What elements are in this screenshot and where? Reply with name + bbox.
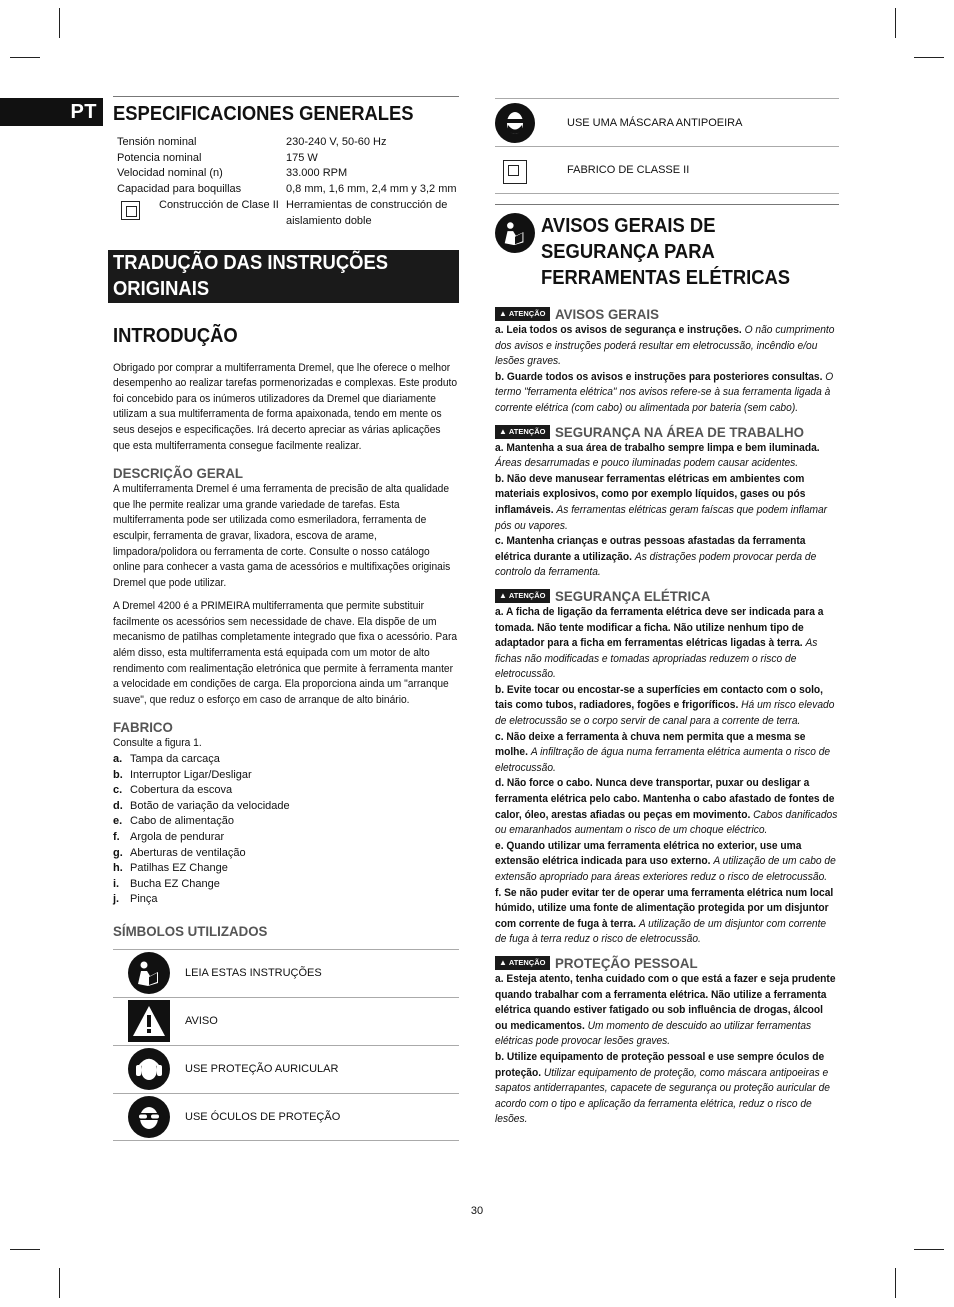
bold-text: e. Quando utilizar uma ferramenta elétrica no exterior, use uma extensão elétrica indicada para uso externo.: [495, 839, 802, 868]
paragraph: [495, 839, 837, 886]
part-letter: j.: [113, 893, 120, 906]
list-item: [113, 752, 459, 768]
part-name: Bucha EZ Change: [130, 877, 220, 890]
bold-text: f. Se não puder evitar ter de operar uma ferramenta elétrica num local húmido, utilize uma fonte de alimentação protegida por um disjuntor com corrente de fuga à terra.: [495, 886, 834, 930]
class-ii-icon: [121, 201, 140, 220]
fab-intro: Consulte a figura 1.: [113, 737, 202, 750]
warning-triangle-icon: ▲: [499, 590, 507, 600]
warning-triangle-icon: ▲: [499, 957, 507, 967]
symbol-row: [113, 949, 459, 997]
safety-title: AVISOS GERAIS DE SEGURANÇA PARA FERRAMENTAS ELÉTRICAS: [541, 215, 791, 289]
bold-text: b. Não deve manusear ferramentas elétricas em ambientes com materiais explosivos, como por exemplo líquidos, gases ou pós inflamáveis.: [495, 472, 806, 516]
part-name: Pinça: [130, 893, 158, 906]
crop-mark: [914, 1249, 944, 1250]
section-title: AVISOS GERAIS: [555, 306, 660, 322]
list-item: [113, 814, 459, 830]
atencao-label: ATENÇÃO: [508, 957, 546, 967]
desc-title: DESCRIÇÃO GERAL: [113, 465, 244, 482]
safety-section-header: [495, 204, 839, 291]
translation-banner: [108, 250, 459, 303]
spec-class-label: Construcción de Clase II: [159, 199, 279, 212]
symbol-row: [495, 146, 839, 194]
part-letter: a.: [113, 753, 123, 766]
part-letter: e.: [113, 815, 123, 828]
list-item: [113, 861, 459, 877]
crop-mark: [10, 1249, 40, 1250]
crop-mark: [895, 1268, 896, 1298]
crop-mark: [59, 8, 60, 38]
italic-text: As fichas não modificadas e tomadas apropriadas reduzem o risco de eletrocussão.: [495, 637, 818, 681]
warning-triangle-icon: ▲: [499, 426, 507, 436]
bold-text: d. Não force o cabo. Nunca deve transportar, puxar ou desligar a ferramenta elétrica pelo cabo. Mantenha o cabo afastado de fontes de calor, óleo, arestas afiadas ou peças em movimento.: [495, 777, 835, 821]
spec-key: Capacidad para boquillas: [117, 182, 242, 195]
page-number: 30: [470, 1205, 484, 1217]
spec-row-class: [113, 197, 459, 229]
list-item: [113, 783, 459, 799]
symbol-label: USE UMA MÁSCARA ANTIPOEIRA: [567, 116, 743, 129]
banner-title: TRADUÇÃO DAS INSTRUÇÕES ORIGINAIS: [113, 251, 388, 300]
spec-key: Potencia nominal: [117, 151, 202, 164]
part-letter: g.: [113, 846, 123, 859]
intro-title: INTRODUÇÃO: [113, 324, 238, 347]
read-manual-icon: [495, 213, 535, 253]
atencao-label: ATENÇÃO: [508, 590, 546, 600]
part-letter: c.: [113, 784, 123, 797]
italic-text: Um momento de descuido ao utilizar ferramentas elétricas pode provocar lesões graves.: [495, 1019, 812, 1048]
list-item: [113, 892, 459, 908]
italic-text: Utilizar equipamento de proteção, como máscara antipoeiras e sapatos antiderrapantes, capacete de segurança ou proteção auricular de acordo com o tipo e aplicação da ferramenta elétrica, reduz o risco de lesões.: [495, 1066, 830, 1126]
part-name: Cabo de alimentação: [130, 815, 234, 828]
crop-mark: [914, 57, 944, 58]
part-name: Patilhas EZ Change: [130, 862, 228, 875]
desc-paragraph-1: A multiferramenta Dremel é uma ferramenta de precisão de alta qualidade que lhe permite realizar uma grande variedade de tarefas. Esta multiferramenta pode ser utilizada como esmeriladora, ferramenta de esculpir, ferramenta de gravar, lixadora, escova de arame, limpadora/polidora ou ferramenta de corte. Consulte o nosso catálogo online para conhecer a vasta gama de acessórios e multifixações originais Dremel que pode utilizar.: [113, 483, 451, 589]
symbols-title: SÍMBOLOS UTILIZADOS: [113, 922, 268, 939]
paragraph: [495, 370, 837, 417]
right-column: [495, 98, 839, 1128]
paragraph: [495, 683, 837, 730]
spec-key: Velocidad nominal (n): [117, 167, 223, 180]
italic-text: Áreas desarrumadas e pouco iluminadas podem causar acidentes.: [495, 457, 799, 470]
symbol-label: FABRICO DE CLASSE II: [567, 164, 690, 176]
italic-text: As distrações podem provocar perda de controlo da ferramenta.: [495, 550, 817, 579]
paragraph: [495, 534, 837, 581]
italic-text: As ferramentas elétricas geram faíscas que podem inflamar pós ou vapores.: [495, 503, 828, 532]
paragraph: [495, 1050, 837, 1128]
paragraph: [495, 886, 837, 948]
spec-section: [113, 96, 459, 230]
part-letter: f.: [113, 831, 120, 843]
list-item: [113, 799, 459, 815]
atencao-badge: [495, 307, 550, 321]
list-item: [113, 830, 459, 846]
spec-row: [113, 166, 459, 182]
spec-key: [113, 197, 286, 229]
dust-mask-icon: [495, 103, 535, 143]
bold-text: c. Mantenha crianças e outras pessoas afastadas da ferramenta elétrica durante a utilização.: [495, 535, 806, 563]
symbols-table-right: [495, 98, 839, 194]
spec-title: ESPECIFICACIONES GENERALES: [113, 103, 414, 125]
bold-text: c. Não deixe a ferramenta à chuva nem permita que a mesma se molhe.: [495, 730, 806, 759]
warning-triangle-icon: [128, 1000, 170, 1042]
italic-text: Cabos danificados ou emaranhados aumentam o risco de um choque eléctrico.: [495, 808, 838, 837]
italic-text: A infiltração de água numa ferramenta elétrica aumenta o risco de eletrocussão.: [495, 746, 831, 774]
warning-heading: [495, 305, 839, 323]
paragraph: [495, 776, 837, 838]
warning-heading: [495, 954, 839, 972]
spec-value: 33.000 RPM: [286, 167, 348, 180]
paragraph: [495, 441, 837, 472]
symbol-label: AVISO: [185, 1015, 218, 1028]
italic-text: Há um risco elevado de eletrocussão se o corpo servir de canal para a corrente de terra.: [495, 699, 835, 728]
warning-heading: [495, 423, 839, 441]
spec-value: 230-240 V, 50-60 Hz: [286, 136, 387, 148]
warning-heading: [495, 587, 839, 605]
parts-list: [113, 752, 459, 908]
symbol-label: USE PROTEÇÃO AURICULAR: [185, 1063, 339, 1076]
paragraph: [495, 730, 837, 777]
part-name: Botão de variação da velocidade: [130, 799, 290, 812]
intro-paragraph: Obrigado por comprar a multiferramenta Dremel, que lhe oferece o melhor desempenho ao realizar tarefas pormenorizadas e complexas. Este produto foi concebido para os inúmeros utilizadores da Dremel que diariamente utilizam a sua multiferramenta de forma apaixonada, tendo em mente os seus desejos e especificações. Irá decerto apreciar as várias aplicações que esta multiferramenta consegue facilmente realizar.: [113, 361, 458, 452]
fab-title: FABRICO: [113, 719, 173, 736]
bold-text: b. Utilize equipamento de proteção pessoal e use sempre óculos de proteção.: [495, 1050, 825, 1079]
bold-text: a. A ficha de ligação da ferramenta elétrica deve ser indicada para a tomada. Não tente modificar a ficha. Não utilize nenhum tipo de adaptador para a ficha em ferramentas elétricas ligadas à terra.: [495, 605, 824, 650]
symbols-table: [113, 949, 459, 1141]
part-letter: d.: [113, 799, 123, 812]
atencao-badge: [495, 425, 550, 439]
list-item: [113, 877, 459, 893]
part-name: Argola de pendurar: [130, 831, 225, 843]
italic-text: O termo "ferramenta elétrica" nos avisos refere-se à sua ferramenta ligada à corrente elétrica (com cabo) ou alimentada por bateria (sem cabo).: [495, 370, 834, 414]
ear-protection-icon: [128, 1048, 170, 1090]
list-item: [113, 768, 459, 784]
italic-text: A utilização de um cabo de extensão apropriado para áreas exteriores reduz o risco de eletrocussão.: [495, 855, 836, 883]
bold-text: b. Guarde todos os avisos e instruções para posteriores consultas.: [495, 370, 823, 383]
atencao-label: ATENÇÃO: [508, 309, 546, 318]
symbol-row: [495, 98, 839, 146]
spec-value: Herramientas de construcción de aislamiento doble: [286, 199, 448, 227]
atencao-badge: [495, 589, 550, 603]
section-title: SEGURANÇA ELÉTRICA: [555, 587, 711, 604]
spec-key: Tensión nominal: [117, 136, 197, 148]
spec-row: [113, 182, 459, 198]
spec-value: 175 W: [286, 151, 318, 164]
symbol-label: USE ÓCULOS DE PROTEÇÃO: [185, 1110, 341, 1123]
list-item: [113, 846, 459, 862]
symbol-row: [113, 997, 459, 1045]
symbol-row: [113, 1093, 459, 1141]
desc-paragraph-2: A Dremel 4200 é a PRIMEIRA multiferramenta que permite substituir facilmente os acessórios sem necessidade de chave. Ela dispõe de um mecanismo de patilhas completamente integrado que fixa o acessório. Para além disso, esta multiferramenta está equipada com um motor de alto rendimento com realimentação eletrónica que permite à ferramenta manter a velocidade em condições de carga. Ela proporciona ainda um "arranque suave", que reduz o esforço em caso de arranque de alto binário.: [113, 600, 458, 706]
paragraph: [495, 605, 837, 683]
bold-text: a. Mantenha a sua área de trabalho sempre limpa e bem iluminada.: [495, 441, 820, 454]
left-column: [113, 96, 459, 1141]
section-title: PROTEÇÃO PESSOAL: [555, 954, 699, 971]
italic-text: A utilização de um disjuntor com corrente de fuga à terra reduz o risco de eletrocussão.: [495, 917, 827, 946]
bold-text: a. Leia todos os avisos de segurança e instruções.: [495, 324, 742, 336]
section-title: SEGURANÇA NA ÁREA DE TRABALHO: [555, 423, 805, 440]
spec-value: 0,8 mm, 1,6 mm, 2,4 mm y 3,2 mm: [286, 182, 457, 195]
warning-triangle-icon: ▲: [499, 309, 507, 318]
crop-mark: [895, 8, 896, 38]
atencao-label: ATENÇÃO: [508, 426, 546, 436]
part-letter: b.: [113, 768, 123, 781]
crop-mark: [10, 57, 40, 58]
part-name: Cobertura da escova: [130, 784, 233, 797]
bold-text: b. Evite tocar ou encostar-se a superfícies em contacto com o solo, tais como tubos, radiadores, fogões e frigoríficos.: [495, 683, 824, 712]
part-name: Interruptor Ligar/Desligar: [130, 768, 252, 781]
symbol-row: [113, 1045, 459, 1093]
crop-mark: [59, 1268, 60, 1298]
part-letter: i.: [113, 877, 120, 890]
paragraph: [495, 472, 837, 534]
part-name: Tampa da carcaça: [130, 753, 220, 766]
read-manual-icon: [128, 952, 170, 994]
eye-protection-icon: [128, 1096, 170, 1138]
paragraph: [495, 323, 837, 370]
atencao-badge: [495, 956, 550, 970]
class-ii-icon: [503, 160, 527, 184]
language-tab: PT: [0, 98, 103, 126]
part-name: Aberturas de ventilação: [130, 846, 246, 859]
symbol-label: LEIA ESTAS INSTRUÇÕES: [185, 967, 322, 980]
bold-text: a. Esteja atento, tenha cuidado com o que está a fazer e seja prudente quando trabalhar com a ferramenta elétrica. Não utilize a ferramenta elétrica quando estiver fatigado ou sob influência de drogas, álcool ou medicamentos.: [495, 972, 836, 1032]
part-letter: h.: [113, 862, 123, 875]
paragraph: [495, 972, 837, 1050]
spec-row: [113, 151, 459, 167]
spec-row: [113, 135, 459, 151]
italic-text: O não cumprimento dos avisos e instruções poderá resultar em eletrocussão, incêndio e/ou lesões graves.: [495, 324, 835, 368]
spec-table: [113, 135, 459, 230]
